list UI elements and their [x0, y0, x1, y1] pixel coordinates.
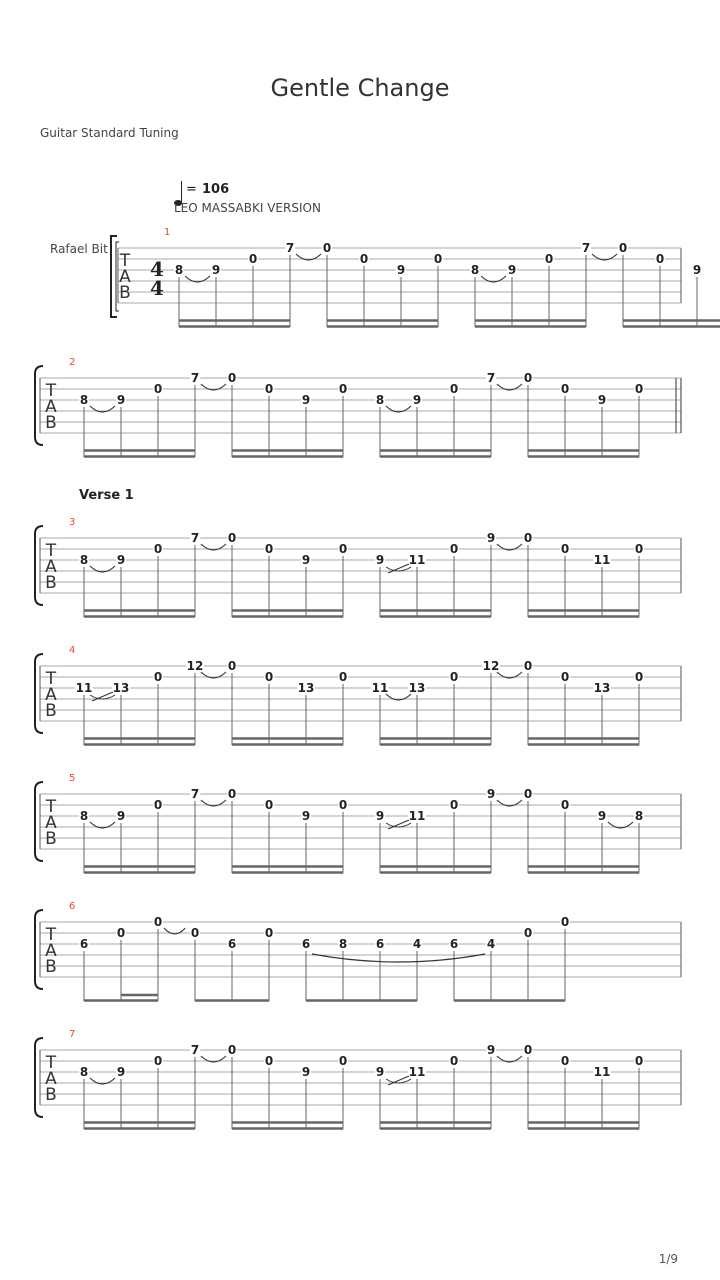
tab-clef-letter: T	[119, 251, 131, 271]
tab-system-6	[35, 901, 681, 1001]
fret-number: 9	[116, 393, 126, 407]
fret-number: 8	[79, 809, 89, 823]
fret-number: 0	[227, 787, 237, 801]
fret-number: 7	[581, 241, 591, 255]
fret-number: 9	[486, 787, 496, 801]
fret-number: 6	[375, 937, 385, 951]
tab-clef-letter: B	[45, 413, 57, 433]
fret-number: 0	[116, 926, 126, 940]
fret-number: 4	[412, 937, 422, 951]
fret-number: 9	[116, 809, 126, 823]
fret-number: 9	[486, 531, 496, 545]
beat-group	[375, 787, 496, 873]
fret-number: 0	[338, 382, 348, 396]
fret-number: 9	[597, 393, 607, 407]
tab-clef-letter: B	[45, 701, 57, 721]
measure-number: 4	[69, 645, 76, 656]
fret-number: 9	[375, 809, 385, 823]
song-title: Gentle Change	[270, 74, 450, 102]
measure-number: 5	[69, 773, 76, 784]
version-note: LEO MASSABKI VERSION	[174, 201, 321, 215]
beat-group	[449, 915, 570, 1001]
beat-group	[174, 241, 295, 327]
beat-group	[79, 371, 200, 457]
fret-number: 9	[116, 553, 126, 567]
beat-group	[523, 531, 644, 617]
tab-clef-letter: A	[119, 267, 131, 287]
tab-clef-letter: A	[45, 397, 57, 417]
beat-group	[227, 659, 348, 745]
fret-number: 6	[449, 937, 459, 951]
fret-number: 9	[301, 393, 311, 407]
beat-group	[618, 241, 720, 327]
fret-number: 12	[482, 659, 500, 673]
fret-number: 13	[297, 681, 315, 695]
fret-number: 11	[593, 553, 611, 567]
fret-number: 8	[79, 393, 89, 407]
beat-group	[227, 371, 348, 457]
tab-system-3	[35, 488, 681, 617]
fret-number: 13	[593, 681, 611, 695]
fret-number: 0	[338, 798, 348, 812]
fret-number: 0	[618, 241, 628, 255]
tab-clef-letter: A	[45, 941, 57, 961]
fret-number: 9	[396, 263, 406, 277]
fret-number: 8	[79, 1065, 89, 1079]
fret-number: 6	[301, 937, 311, 951]
slide-line	[388, 820, 409, 829]
beat-group	[75, 659, 204, 745]
beat-group	[375, 1043, 496, 1129]
fret-number: 0	[264, 670, 274, 684]
beat-group	[79, 1043, 200, 1129]
beat-group	[227, 1043, 348, 1129]
tab-clef-letter: T	[45, 925, 57, 945]
fret-number: 11	[408, 1065, 426, 1079]
page-number: 1/9	[658, 1252, 678, 1266]
fret-number: 0	[227, 659, 237, 673]
measure-number: 3	[69, 517, 76, 528]
tuning-label: Guitar Standard Tuning	[40, 126, 179, 140]
fret-number: 0	[655, 252, 665, 266]
tempo-value: 106	[202, 182, 230, 197]
tab-system-2	[35, 357, 681, 457]
fret-number: 9	[692, 263, 702, 277]
tab-clef-letter: A	[45, 1069, 57, 1089]
fret-number: 9	[301, 1065, 311, 1079]
fret-number: 8	[634, 809, 644, 823]
time-signature-bottom: 4	[150, 276, 164, 300]
fret-number: 0	[634, 670, 644, 684]
tab-clef-letter: B	[45, 1085, 57, 1105]
fret-number: 9	[116, 1065, 126, 1079]
fret-number: 9	[597, 809, 607, 823]
beat-group	[227, 531, 348, 617]
fret-number: 0	[338, 542, 348, 556]
fret-number: 0	[523, 659, 533, 673]
fret-number: 0	[560, 542, 570, 556]
fret-number: 7	[190, 1043, 200, 1057]
tab-clef-letter: A	[45, 557, 57, 577]
fret-number: 8	[375, 393, 385, 407]
tab-clef-letter: T	[45, 541, 57, 561]
fret-number: 4	[486, 937, 496, 951]
fret-number: 6	[227, 937, 237, 951]
fret-number: 12	[186, 659, 204, 673]
tab-clef-letter: A	[45, 813, 57, 833]
fret-number: 7	[190, 531, 200, 545]
fret-number: 0	[634, 542, 644, 556]
fret-number: 13	[112, 681, 130, 695]
fret-number: 0	[634, 382, 644, 396]
fret-number: 9	[375, 1065, 385, 1079]
fret-number: 0	[523, 371, 533, 385]
tab-system-5	[35, 773, 681, 873]
fret-number: 0	[449, 542, 459, 556]
fret-number: 0	[264, 1054, 274, 1068]
tab-system-7	[35, 1029, 681, 1129]
fret-number: 8	[338, 937, 348, 951]
tab-system-1	[111, 227, 720, 327]
fret-number: 0	[153, 915, 163, 929]
fret-number: 0	[523, 1043, 533, 1057]
beat-group	[322, 241, 443, 327]
fret-number: 11	[593, 1065, 611, 1079]
fret-number: 8	[470, 263, 480, 277]
measure-number: 2	[69, 357, 76, 368]
beat-group	[523, 659, 644, 745]
beat-group	[375, 371, 496, 457]
fret-number: 0	[153, 542, 163, 556]
beat-group	[371, 659, 500, 745]
tab-clef-letter: B	[119, 283, 131, 303]
fret-number: 8	[79, 553, 89, 567]
fret-number: 0	[227, 371, 237, 385]
time-signature-top: 4	[150, 257, 164, 281]
fret-number: 6	[79, 937, 89, 951]
fret-number: 0	[190, 926, 200, 940]
slide-line	[388, 1076, 409, 1085]
fret-number: 0	[523, 787, 533, 801]
fret-number: 9	[211, 263, 221, 277]
tab-clef-letter: T	[45, 381, 57, 401]
fret-number: 9	[486, 1043, 496, 1057]
tab-clef-letter: T	[45, 1053, 57, 1073]
measure-number: 7	[69, 1029, 76, 1040]
fret-number: 9	[375, 553, 385, 567]
beat-group	[523, 1043, 644, 1129]
beat-group	[190, 926, 274, 1001]
fret-number: 0	[264, 798, 274, 812]
fret-number: 0	[560, 915, 570, 929]
track-name: Rafael Bit	[50, 242, 108, 256]
beat-group	[523, 787, 644, 873]
fret-number: 0	[338, 1054, 348, 1068]
measure-number: 6	[69, 901, 76, 912]
tab-system-4	[35, 645, 681, 745]
fret-number: 0	[227, 1043, 237, 1057]
beat-group	[523, 371, 644, 457]
fret-number: 0	[560, 382, 570, 396]
fret-number: 0	[264, 926, 274, 940]
fret-number: 0	[153, 1054, 163, 1068]
fret-number: 7	[486, 371, 496, 385]
fret-number: 0	[634, 1054, 644, 1068]
fret-number: 8	[174, 263, 184, 277]
tab-clef-letter: T	[45, 797, 57, 817]
fret-number: 0	[449, 798, 459, 812]
beat-group	[375, 531, 496, 617]
fret-number: 11	[75, 681, 93, 695]
beat-group	[227, 787, 348, 873]
beat-group	[301, 937, 422, 1001]
slide-line	[388, 564, 409, 573]
fret-number: 0	[264, 542, 274, 556]
fret-number: 7	[190, 787, 200, 801]
fret-number: 9	[301, 809, 311, 823]
fret-number: 0	[523, 926, 533, 940]
fret-number: 0	[560, 670, 570, 684]
fret-number: 7	[285, 241, 295, 255]
fret-number: 7	[190, 371, 200, 385]
fret-number: 0	[449, 670, 459, 684]
fret-number: 0	[560, 798, 570, 812]
tempo-equals: =	[186, 182, 197, 197]
fret-number: 11	[408, 809, 426, 823]
tab-clef-letter: T	[45, 669, 57, 689]
fret-number: 0	[544, 252, 554, 266]
fret-number: 0	[264, 382, 274, 396]
fret-number: 0	[359, 252, 369, 266]
fret-number: 0	[338, 670, 348, 684]
fret-number: 11	[408, 553, 426, 567]
fret-number: 0	[153, 798, 163, 812]
fret-number: 0	[449, 382, 459, 396]
fret-number: 11	[371, 681, 389, 695]
beat-group	[79, 531, 200, 617]
fret-number: 0	[523, 531, 533, 545]
section-marker: Verse 1	[79, 488, 134, 503]
fret-number: 0	[449, 1054, 459, 1068]
slide-line	[92, 692, 113, 701]
tab-clef-letter: B	[45, 957, 57, 977]
tab-clef-letter: B	[45, 573, 57, 593]
fret-number: 9	[507, 263, 517, 277]
fret-number: 0	[248, 252, 258, 266]
measure-number: 1	[164, 227, 171, 238]
tab-clef-letter: A	[45, 685, 57, 705]
beat-group	[79, 787, 200, 873]
fret-number: 9	[301, 553, 311, 567]
fret-number: 0	[433, 252, 443, 266]
fret-number: 0	[560, 1054, 570, 1068]
fret-number: 0	[153, 670, 163, 684]
fret-number: 13	[408, 681, 426, 695]
tab-clef-letter: B	[45, 829, 57, 849]
fret-number: 0	[153, 382, 163, 396]
beat-group	[79, 915, 163, 1001]
fret-number: 0	[227, 531, 237, 545]
fret-number: 0	[322, 241, 332, 255]
beat-group	[470, 241, 591, 327]
fret-number: 9	[412, 393, 422, 407]
